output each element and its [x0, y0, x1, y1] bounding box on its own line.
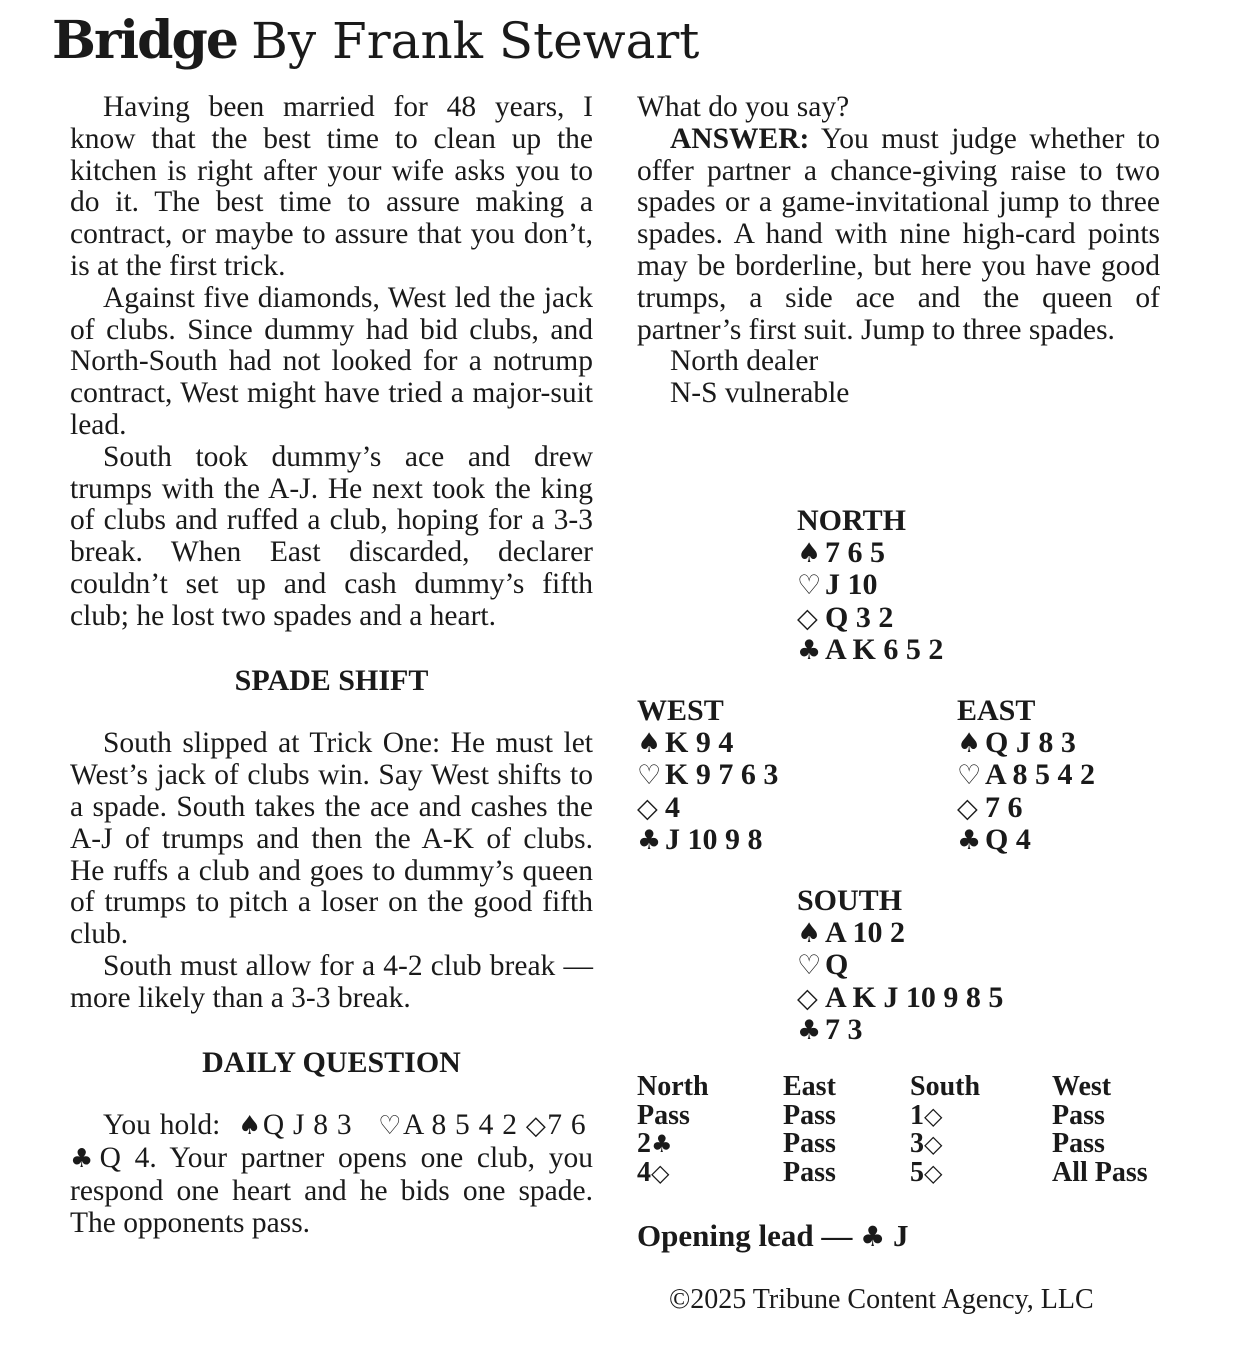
hand-north: NORTH ♠ 7 6 5 ♡ J 10 ◇ Q 3 2 ♣ A K 6 5 2	[797, 504, 944, 667]
paragraph: South slipped at Trick One: He must let West’s jack of clubs win. Say West shifts to a spade. South takes the ace and cashes the A-J of trumps and then the A-K of clubs. He ruffs a club and goes to dummy’s queen of trumps to pitch a loser on the good fifth club.	[70, 727, 593, 951]
hand-south: SOUTH ♠ A 10 2 ♡ Q ◇ A K J 10 9 8 5 ♣ 7 3	[797, 884, 1004, 1047]
diamond-icon: ◇	[924, 1130, 943, 1158]
spade-icon: ♠	[797, 917, 822, 949]
hand-west: WEST ♠ K 9 4 ♡ K 9 7 6 3 ◇ 4 ♣ J 10 9 8	[637, 694, 779, 857]
right-column	[637, 92, 1160, 410]
spade-icon: ♠	[238, 1111, 263, 1142]
spade-icon: ♠	[957, 727, 982, 759]
diamond-icon: ◇	[924, 1101, 943, 1130]
heart-icon: ♡	[378, 1111, 403, 1142]
copyright: ©2025 Tribune Content Agency, LLC	[669, 1284, 1094, 1315]
paragraph: South took dummy’s ace and drew trumps with the A-J. He next took the king of clubs and ruffed a club, hoping for a 3-3 break. When East discarded, declarer couldn’t set up and cash dummy’s fifth club; he lost two spades and a heart.	[70, 440, 593, 632]
diamond-icon: ◇	[797, 982, 818, 1014]
auction-table	[637, 1073, 1148, 1187]
paragraph: Against five diamonds, West led the jack of clubs. Since dummy had bid clubs, and North-South had not looked for a notrump contract, West might have tried a major-suit lead.	[70, 281, 593, 441]
question-tail: What do you say?	[637, 91, 850, 123]
answer: ANSWER: You must judge whether to offer partner a chance-giving raise to two spades or a game-invitational jump to three spades. A hand with nine high-card points may be borderline, but here you have good trumps, a side ace and the queen of partner’s first suit. Jump to three spades.	[637, 122, 1160, 346]
title-byline: By Frank Stewart	[251, 12, 700, 70]
club-icon: ♣	[957, 825, 982, 857]
dealer-info: North dealer	[670, 345, 819, 378]
heart-icon: ♡	[797, 570, 822, 602]
paragraph: Having been married for 48 years, I know that the best time to clean up the kitchen is right after your wife asks you to do it. The best time to assure making a contract, or maybe to assure that you don’t, is at the first trick.	[70, 91, 593, 282]
club-icon: ♣	[651, 1130, 673, 1158]
auction-header-row: North East South West	[637, 1071, 1112, 1102]
diamond-icon: ◇	[957, 792, 978, 824]
paragraph: South must allow for a 4-2 club break — more likely than a 3-3 break.	[70, 949, 593, 1014]
hand-east: EAST ♠ Q J 8 3 ♡ A 8 5 4 2 ◇ 7 6 ♣ Q 4	[957, 694, 1096, 857]
diamond-icon: ◇	[651, 1158, 670, 1187]
auction-row: 4◇ Pass 5◇ All Pass	[637, 1156, 1148, 1188]
diamond-icon: ◇	[637, 792, 658, 824]
section-heading: SPADE SHIFT	[234, 663, 429, 697]
page-title	[52, 6, 699, 75]
diamond-icon: ◇	[924, 1158, 943, 1187]
club-icon: ♣	[797, 1015, 822, 1047]
spade-icon: ♠	[797, 537, 822, 569]
left-column	[70, 92, 593, 1240]
club-icon: ♣	[70, 1144, 100, 1175]
club-icon: ♣	[860, 1220, 886, 1253]
vulnerability-info: N-S vulnerable	[670, 377, 850, 410]
section-heading: DAILY QUESTION	[202, 1045, 461, 1079]
opening-lead: Opening lead — ♣ J	[637, 1218, 909, 1253]
heart-icon: ♡	[637, 760, 662, 792]
club-icon: ♣	[637, 825, 662, 857]
heart-icon: ♡	[957, 760, 982, 792]
daily-question: You hold: ♠Q J 8 3 ♡A 8 5 4 2 ◇7 6 ♣Q 4. Your partner opens one club, you respond one heart and he bids one spade. The opponents pass.	[70, 1109, 594, 1239]
diamond-icon: ◇	[525, 1111, 548, 1142]
spade-icon: ♠	[637, 727, 662, 759]
auction-row: Pass Pass 1◇ Pass	[637, 1099, 1105, 1131]
title-brand: Bridge	[52, 10, 237, 71]
heart-icon: ♡	[797, 950, 822, 982]
club-icon: ♣	[797, 635, 822, 667]
diamond-icon: ◇	[797, 602, 818, 634]
answer-label: ANSWER:	[670, 122, 810, 155]
auction-row: 2♣ Pass 3◇ Pass	[637, 1128, 1105, 1159]
